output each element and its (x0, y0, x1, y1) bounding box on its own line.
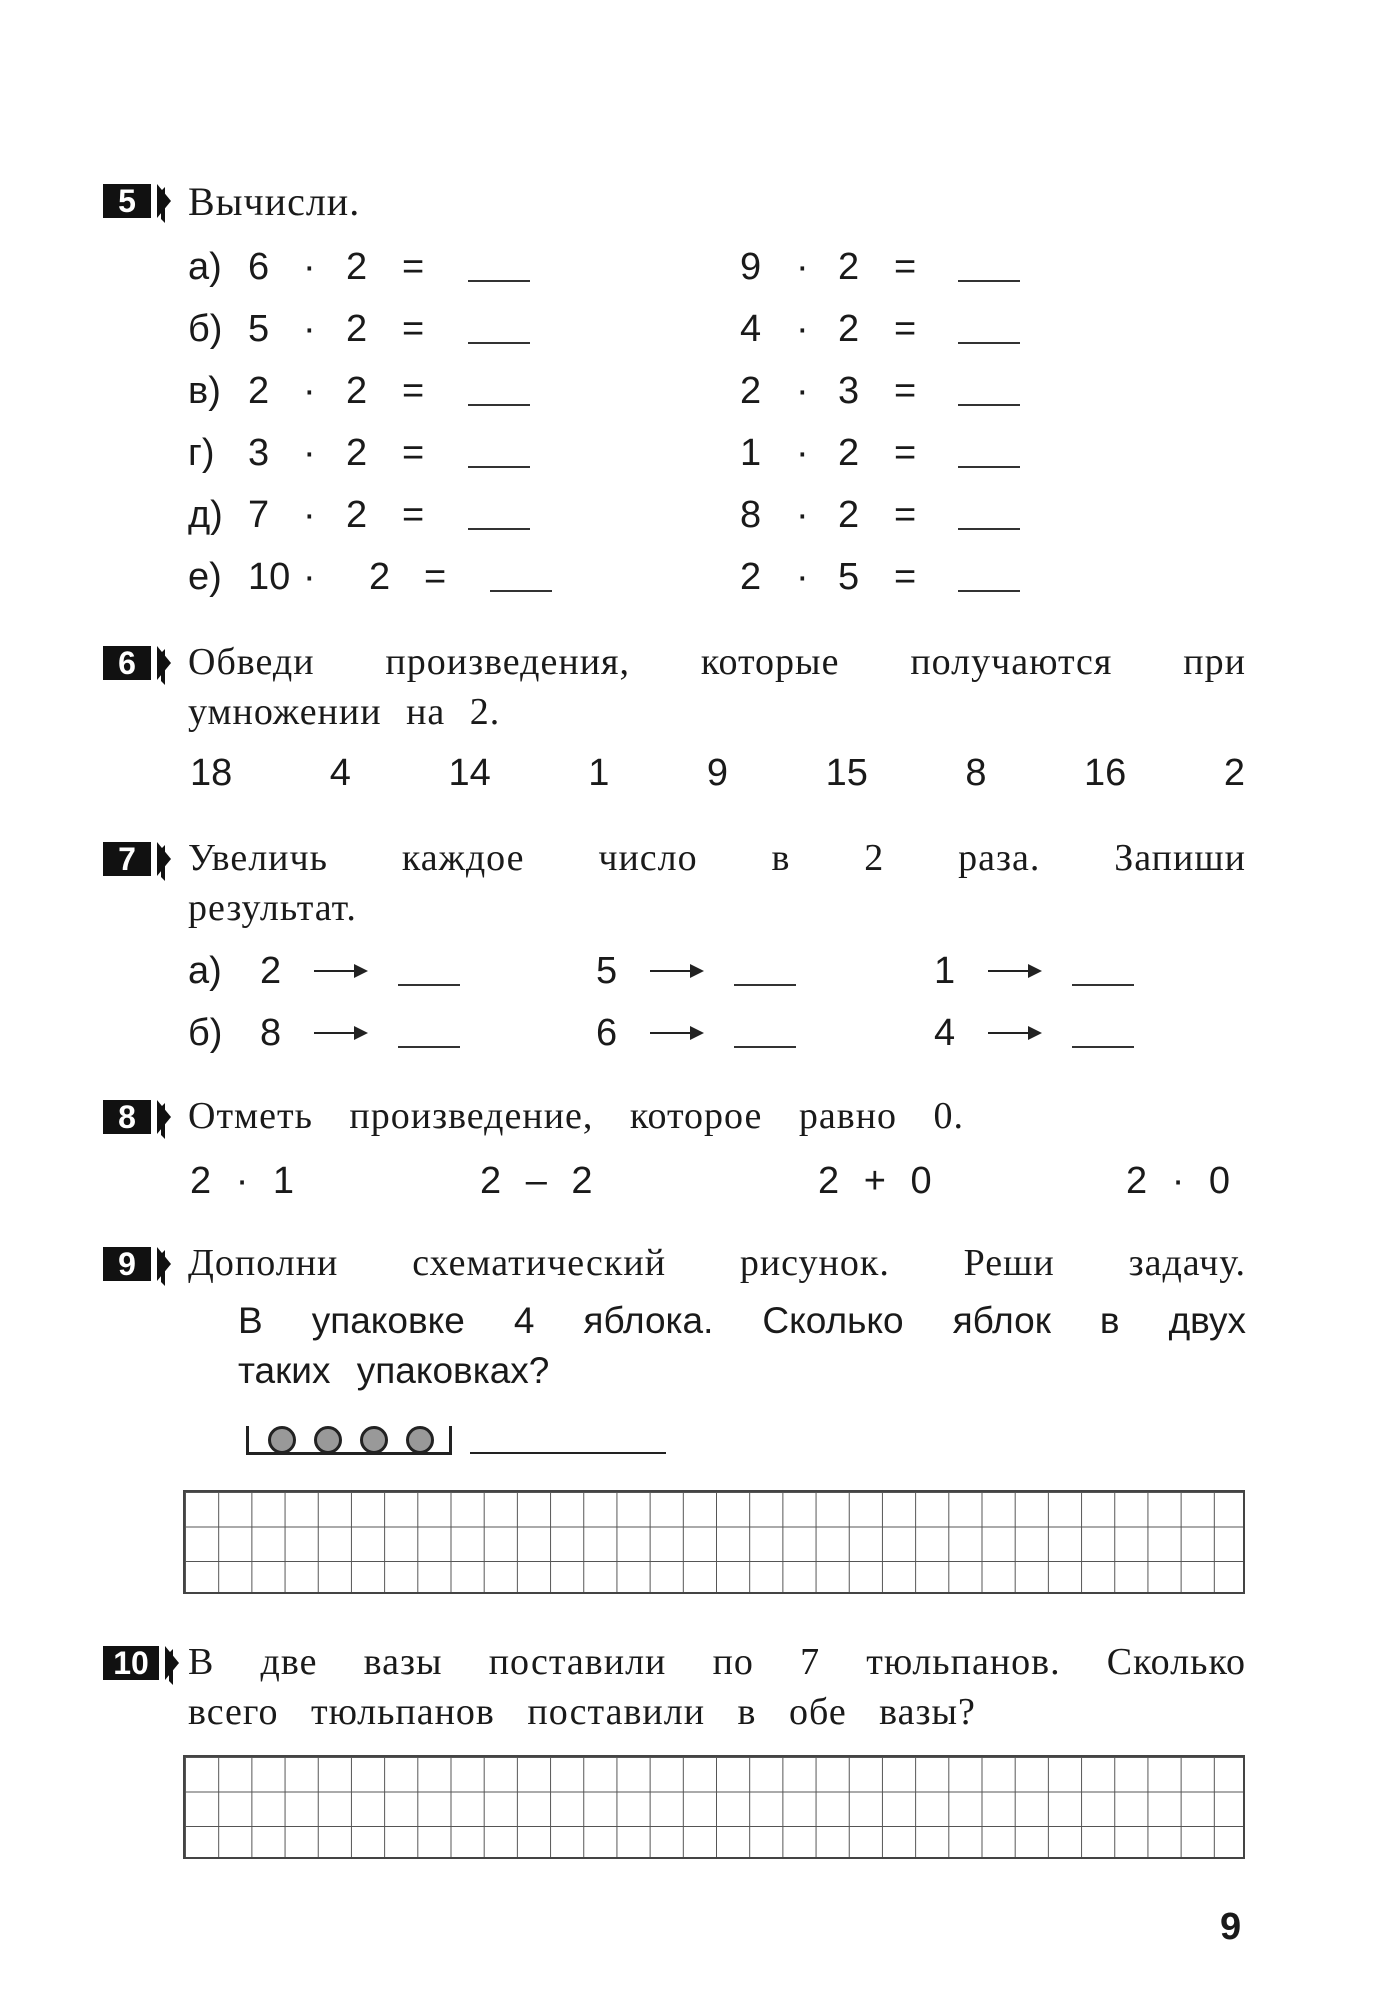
word: в (1099, 1300, 1120, 1341)
answer-option[interactable]: 2 + 0 (818, 1160, 932, 1202)
answer-option[interactable]: 2 – 2 (480, 1160, 593, 1202)
number: 4 (934, 1012, 956, 1054)
answer-blank[interactable] (958, 528, 1020, 530)
number: 2 (260, 950, 282, 992)
problem-text-line (238, 1300, 1246, 1342)
expression-part: 3 (838, 370, 860, 412)
answer-blank[interactable] (490, 590, 552, 592)
expression-part: · (796, 370, 809, 412)
word: вазы (363, 1641, 443, 1683)
task-text-line (188, 640, 1246, 684)
word: 2 (864, 837, 885, 879)
expression-part: = (402, 246, 425, 288)
word: Запиши (1114, 837, 1246, 879)
expression-part: 2 (838, 246, 860, 288)
expression-part: 2 (346, 432, 368, 474)
number-option[interactable]: 14 (448, 752, 491, 794)
task-text-line: умножении на 2. (188, 691, 501, 733)
answer-blank[interactable] (958, 280, 1020, 282)
expression-part: = (894, 308, 917, 350)
expression-part: = (402, 308, 425, 350)
word: В (188, 1641, 215, 1683)
word: Увеличь (188, 837, 328, 879)
word: В (238, 1300, 263, 1341)
word: Обведи (188, 641, 315, 683)
answer-blank[interactable] (958, 466, 1020, 468)
expression-part: = (894, 432, 917, 474)
word: получаются (910, 641, 1113, 683)
expression-part: · (303, 432, 316, 474)
apple-icon (268, 1426, 296, 1454)
expression-part: 2 (838, 308, 860, 350)
word: две (260, 1641, 318, 1683)
expression-part: 5 (248, 308, 270, 350)
answer-blank[interactable] (468, 466, 530, 468)
expression-part: 1 (740, 432, 762, 474)
word: по (712, 1641, 754, 1683)
task-text-line (188, 1094, 964, 1138)
expression-part: = (894, 246, 917, 288)
expression-part: 6 (248, 246, 270, 288)
word: число (598, 837, 698, 879)
word: в (771, 837, 791, 879)
expression-part: = (402, 432, 425, 474)
word: Сколько (762, 1300, 904, 1341)
apple-package-diagram (246, 1418, 450, 1460)
expression-part: 2 (346, 246, 368, 288)
arrow-icon (650, 1032, 702, 1034)
word: яблок (952, 1300, 1051, 1341)
expression-part: 3 (248, 432, 270, 474)
task-text-line (188, 1640, 1246, 1684)
exercise-label: а) (188, 246, 222, 288)
expression-part: 2 (838, 494, 860, 536)
arrow-icon (314, 1032, 366, 1034)
number-row (190, 752, 1245, 795)
expression-part: 2 (346, 494, 368, 536)
word: Сколько (1106, 1641, 1246, 1683)
expression-part: = (894, 370, 917, 412)
expression-part: = (894, 556, 917, 598)
word: поставили (488, 1641, 667, 1683)
number-option[interactable]: 18 (190, 752, 233, 794)
word: каждое (401, 837, 525, 879)
number-option[interactable]: 16 (1084, 752, 1127, 794)
answer-option[interactable]: 2 · 1 (190, 1160, 295, 1202)
word: 7 (800, 1641, 821, 1683)
apple-icon (314, 1426, 342, 1454)
expression-part: · (303, 556, 316, 598)
expression-part: · (796, 308, 809, 350)
expression-part: 2 (248, 370, 270, 412)
answer-blank[interactable] (734, 984, 796, 986)
word: которое (629, 1095, 763, 1137)
expression-part: 4 (740, 308, 762, 350)
expression-part: · (796, 432, 809, 474)
word: упаковке (311, 1300, 465, 1341)
expression-part: · (796, 556, 809, 598)
expression-part: 5 (838, 556, 860, 598)
word: рисунок. (739, 1242, 890, 1284)
expression-part: · (303, 246, 316, 288)
number-option[interactable]: 2 (1223, 752, 1245, 794)
answer-blank[interactable] (958, 404, 1020, 406)
word: Реши (963, 1242, 1055, 1284)
word: произведение, (349, 1095, 594, 1137)
word: которые (700, 641, 840, 683)
expression-part: · (303, 370, 316, 412)
word: при (1183, 641, 1246, 683)
answer-blank[interactable] (468, 342, 530, 344)
answer-line[interactable] (470, 1452, 666, 1454)
expression-part: = (402, 494, 425, 536)
exercise-label: д) (188, 494, 223, 536)
word: 0. (933, 1095, 965, 1137)
number: 8 (260, 1012, 282, 1054)
word: задачу. (1128, 1242, 1246, 1284)
answer-blank[interactable] (1072, 984, 1134, 986)
number-option[interactable]: 9 (706, 752, 729, 794)
answer-blank[interactable] (1072, 1046, 1134, 1048)
page-number: 9 (1220, 1906, 1242, 1948)
apple-icon (360, 1426, 388, 1454)
task-text-line: всего тюльпанов поставили в обе вазы? (188, 1691, 976, 1733)
answer-grid[interactable] (183, 1755, 1245, 1859)
answer-blank[interactable] (398, 984, 460, 986)
word: раза. (958, 837, 1041, 879)
word: яблока. (583, 1300, 714, 1341)
number-option[interactable]: 8 (965, 752, 987, 794)
task-title: Вычисли. (188, 179, 361, 224)
expression-part: = (424, 556, 447, 598)
word: Дополни (188, 1242, 339, 1284)
word: 4 (513, 1300, 535, 1341)
task-number-badge: 5 (103, 184, 151, 218)
arrow-icon (988, 1032, 1040, 1034)
exercise-label: б) (188, 1012, 223, 1054)
answer-grid[interactable] (183, 1490, 1245, 1594)
task-number-badge: 7 (103, 842, 151, 876)
task-text-line: результат. (188, 887, 357, 929)
task-number-badge: 9 (103, 1247, 151, 1281)
expression-part: · (303, 494, 316, 536)
expression-part: · (796, 494, 809, 536)
task-number-badge: 6 (103, 646, 151, 680)
exercise-label: а) (188, 950, 222, 992)
word: равно (798, 1095, 898, 1137)
answer-option[interactable]: 2 · 0 (1126, 1160, 1231, 1202)
answer-blank[interactable] (468, 404, 530, 406)
answer-blank[interactable] (734, 1046, 796, 1048)
expression-part: 2 (740, 556, 762, 598)
number: 5 (596, 950, 618, 992)
expression-part: = (894, 494, 917, 536)
task-number-badge: 10 (103, 1646, 159, 1680)
arrow-icon (988, 970, 1040, 972)
number-option[interactable]: 15 (825, 752, 868, 794)
expression-part: 10 (248, 556, 291, 598)
expression-part: = (402, 370, 425, 412)
task-text-line (188, 836, 1246, 880)
expression-part: · (303, 308, 316, 350)
exercise-label: в) (188, 370, 221, 412)
arrow-icon (314, 970, 366, 972)
expression-part: 9 (740, 246, 762, 288)
expression-part: · (796, 246, 809, 288)
answer-blank[interactable] (468, 280, 530, 282)
expression-part: 2 (346, 308, 368, 350)
task-number-badge: 8 (103, 1100, 151, 1134)
answer-blank[interactable] (468, 528, 530, 530)
expression-part: 2 (740, 370, 762, 412)
problem-text-line: таких упаковках? (238, 1350, 550, 1391)
exercise-label: б) (188, 308, 223, 350)
word: Отметь (188, 1095, 313, 1137)
number: 6 (596, 1012, 618, 1054)
number-option[interactable]: 4 (329, 752, 351, 794)
answer-blank[interactable] (398, 1046, 460, 1048)
number-option[interactable]: 1 (588, 752, 610, 794)
exercise-label: е) (188, 556, 222, 598)
answer-blank[interactable] (958, 342, 1020, 344)
apple-icon (406, 1426, 434, 1454)
word: тюльпанов. (866, 1641, 1061, 1683)
expression-part: 7 (248, 494, 270, 536)
expression-part: 2 (369, 556, 391, 598)
number: 1 (934, 950, 956, 992)
task-text-line (188, 1241, 1246, 1285)
arrow-icon (650, 970, 702, 972)
word: произведения, (385, 641, 631, 683)
word: двух (1168, 1300, 1246, 1341)
expression-part: 2 (838, 432, 860, 474)
answer-blank[interactable] (958, 590, 1020, 592)
exercise-label: г) (188, 432, 215, 474)
expression-part: 8 (740, 494, 762, 536)
word: схематический (412, 1242, 667, 1284)
expression-part: 2 (346, 370, 368, 412)
